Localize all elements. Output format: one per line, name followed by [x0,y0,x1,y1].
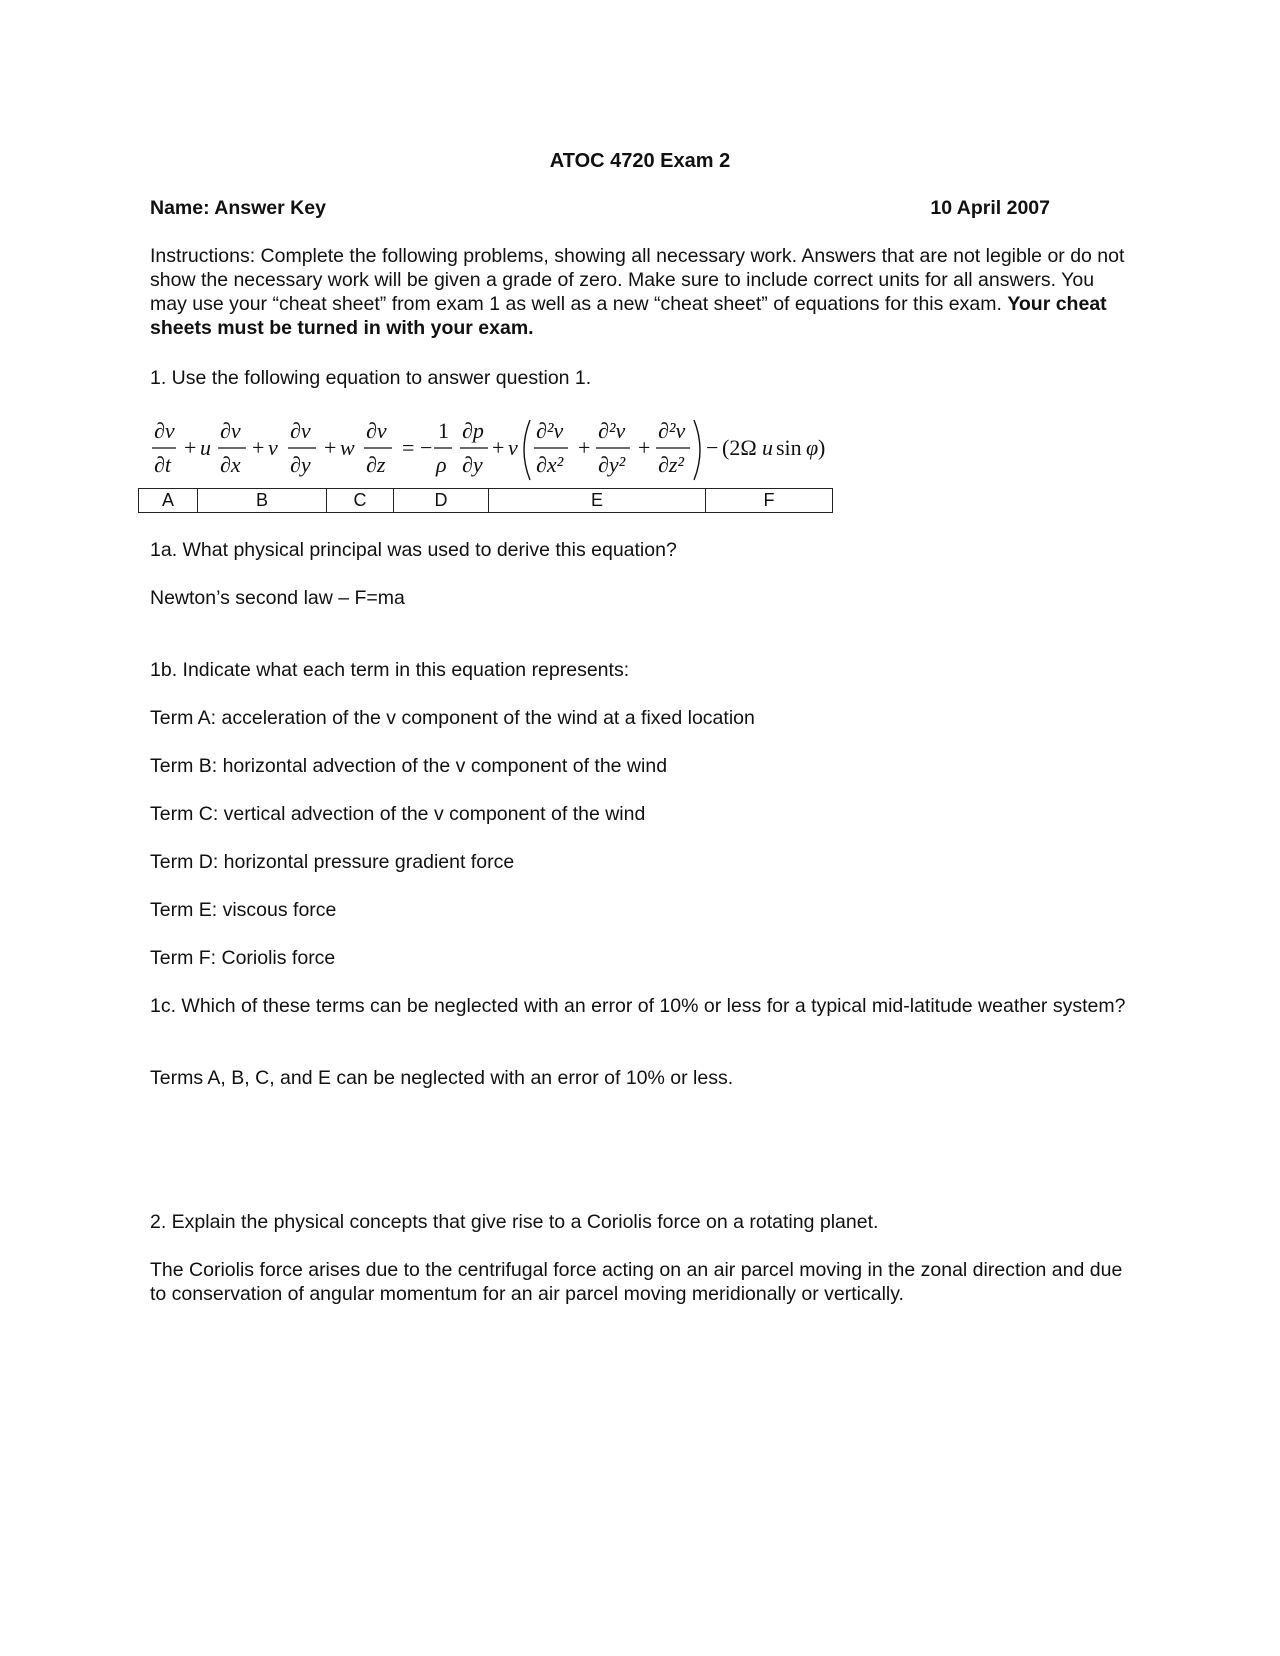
exam-date: 10 April 2007 [930,197,1050,219]
q2-question: 2. Explain the physical concepts that give rise to a Coriolis force on a rotating planet. [150,1211,879,1233]
q1c-answer: Terms A, B, C, and E can be neglected with an error of 10% or less. [150,1067,734,1089]
svg-text:∂²v: ∂²v [536,418,564,443]
term-e-answer: Term E: viscous force [150,899,337,921]
q1a-question: 1a. What physical principal was used to derive this equation? [150,539,677,561]
svg-text:−: − [420,435,433,460]
svg-text:φ: φ [806,435,819,460]
instructions [150,244,1130,340]
svg-text:∂x²: ∂x² [536,452,564,477]
term-d-answer: Term D: horizontal pressure gradient force [150,851,515,873]
svg-text:ν: ν [508,435,518,460]
svg-text:∂²v: ∂²v [598,418,626,443]
svg-text:v: v [268,435,278,460]
q1c-question: 1c. Which of these terms can be neglected with an error of 10% or less for a typical mid-latitude weather system? [150,995,1126,1017]
svg-text:u: u [762,435,773,460]
svg-text:+: + [492,435,505,460]
svg-text:+: + [252,435,265,460]
q1-intro: 1. Use the following equation to answer question 1. [150,367,592,389]
term-label-d: D [394,489,489,513]
svg-text:∂y²: ∂y² [598,452,626,477]
q2-answer: The Coriolis force arises due to the centrifugal force acting on an air parcel moving in the zonal direction and due to conservation of angular momentum for an air parcel moving meridionally or vertically. [150,1259,1123,1305]
svg-text:∂v: ∂v [154,418,175,443]
term-label-b: B [198,489,327,513]
svg-text:∂t: ∂t [154,452,171,477]
svg-text:∂p: ∂p [462,418,484,443]
term-label-f: F [706,489,833,513]
svg-text:1: 1 [438,418,449,443]
svg-text:): ) [818,435,826,460]
svg-text:+: + [638,435,651,460]
svg-text:∂z: ∂z [366,452,386,477]
q1a-answer: Newton’s second law – F=ma [150,587,405,609]
term-label-table [138,488,833,513]
svg-text:−: − [706,435,719,460]
svg-text:=: = [402,435,415,460]
svg-text:sin: sin [776,435,802,460]
student-name: Name: Answer Key [150,197,326,219]
svg-text:∂y: ∂y [462,452,483,477]
svg-text:+: + [324,435,337,460]
term-label-c: C [327,489,394,513]
instructions-text: Instructions: Complete the following problems, showing all necessary work. Answers that are not legible or do not show the necessary work will be given a grade of zero. Make sure to include correct units for all answers. You may use your “cheat sheet” from exam 1 as well as a new “cheat sheet” of equations for this exam. [150,245,1125,315]
svg-text:∂x: ∂x [220,452,241,477]
instructions-bold: Your cheat sheets must be turned in with your exam. [150,293,1107,339]
svg-text:∂z²: ∂z² [658,452,685,477]
momentum-equation [148,412,828,488]
term-f-answer: Term F: Coriolis force [150,947,336,969]
svg-text:+: + [578,435,591,460]
svg-text:∂v: ∂v [366,418,387,443]
term-b-answer: Term B: horizontal advection of the v component of the wind [150,755,668,777]
svg-text:w: w [340,435,355,460]
term-label-a: A [139,489,198,513]
term-a-answer: Term A: acceleration of the v component of the wind at a fixed location [150,707,755,729]
svg-text:∂²v: ∂²v [658,418,686,443]
svg-text:u: u [200,435,211,460]
term-label-e: E [489,489,706,513]
svg-text:+: + [184,435,197,460]
svg-text:∂v: ∂v [220,418,241,443]
svg-text:∂v: ∂v [290,418,311,443]
q1b-question: 1b. Indicate what each term in this equation represents: [150,659,630,681]
exam-title: ATOC 4720 Exam 2 [549,150,731,172]
term-c-answer: Term C: vertical advection of the v component of the wind [150,803,646,825]
svg-text:ρ: ρ [436,452,447,477]
svg-text:(2Ω: (2Ω [722,435,757,460]
svg-text:∂y: ∂y [290,452,311,477]
